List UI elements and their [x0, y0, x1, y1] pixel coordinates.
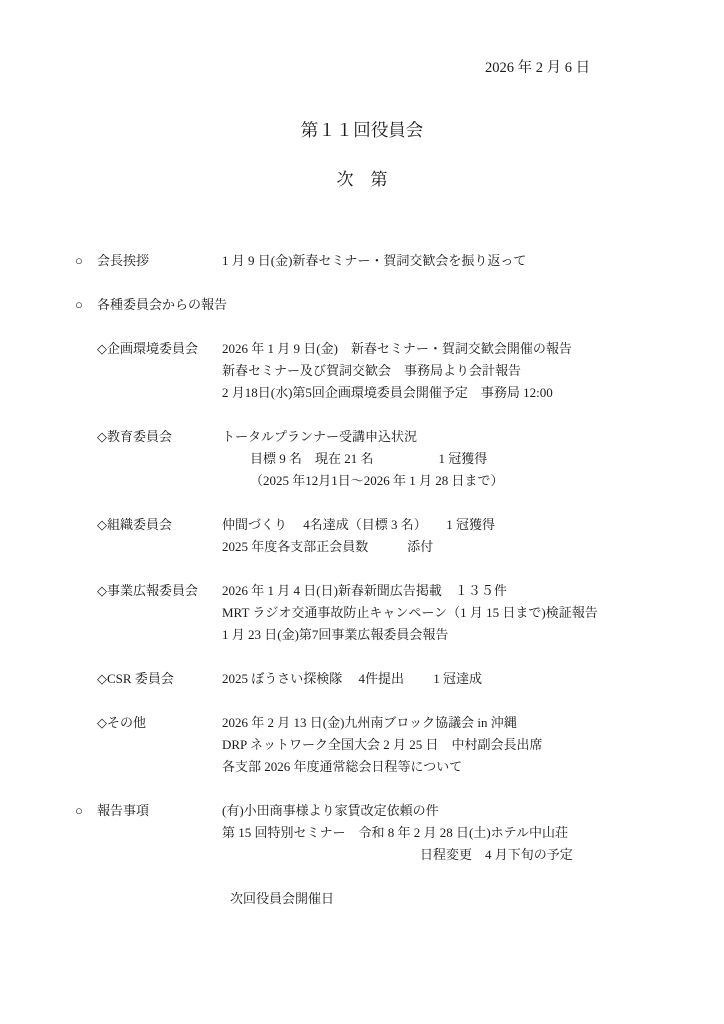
agenda-item-chairman-greeting	[0, 250, 724, 272]
agenda-item-committee-reports	[0, 294, 724, 316]
agenda-item-organization-committee	[0, 514, 724, 558]
agenda-item-lines	[222, 514, 724, 558]
agenda	[0, 250, 724, 910]
agenda-item-label	[97, 426, 222, 448]
agenda-item-lines	[222, 712, 724, 778]
agenda-line: 2 月18日(水)第5回企画環境委員会開催予定 事務局 12:00	[222, 385, 553, 400]
document-subtitle: 次 第	[336, 170, 388, 189]
agenda-line: 1 月 23 日(金)第7回事業広報委員会報告	[222, 627, 449, 642]
next-meeting-date-text: 次回役員会開催日	[230, 891, 335, 906]
agenda-line: 2026 年 1 月 9 日(金) 新春セミナー・賀詞交歓会開催の報告	[222, 341, 572, 356]
agenda-item-lines	[222, 668, 724, 690]
agenda-item-label	[97, 514, 222, 536]
committee-name: 企画環境委員会	[107, 341, 199, 356]
agenda-item-planning-environment-committee	[0, 338, 724, 404]
circle-marker: ○	[75, 253, 83, 268]
agenda-line: 2026 年 2 月 13 日(金)九州南ブロック協議会 in 沖縄	[222, 715, 517, 730]
agenda-line: (有)小田商事様より家賃改定依頼の件	[222, 803, 439, 818]
agenda-line: 各支部 2026 年度通常総会日程等について	[222, 759, 463, 774]
agenda-item-label	[97, 668, 222, 690]
agenda-line: 目標 9 名 現在 21 名 1 冠獲得	[250, 451, 488, 466]
agenda-item-label	[97, 338, 222, 360]
agenda-line: 新春セミナー及び賀詞交歓会 事務局より会計報告	[222, 363, 522, 378]
circle-marker: ○	[75, 803, 83, 818]
agenda-line: トータルプランナー受講申込状況	[222, 429, 418, 444]
agenda-item-lines	[222, 250, 724, 272]
agenda-item-lines	[222, 338, 724, 404]
document-title: 第１１回役員会	[300, 120, 424, 140]
agenda-item-lines	[222, 580, 724, 646]
next-meeting-date-line	[0, 888, 724, 910]
diamond-marker: ◇	[97, 429, 107, 444]
diamond-marker: ◇	[97, 517, 107, 532]
agenda-line: 1 月 9 日(金)新春セミナー・賀詞交歓会を振り返って	[222, 253, 527, 268]
diamond-marker: ◇	[97, 341, 107, 356]
agenda-item-label	[97, 580, 222, 602]
agenda-item-label	[97, 712, 222, 734]
circle-marker: ○	[75, 297, 83, 312]
agenda-item-label: 会長挨拶	[97, 253, 150, 268]
agenda-item-label: 報告事項	[97, 803, 150, 818]
diamond-marker: ◇	[97, 715, 107, 730]
agenda-line: MRT ラジオ交通事故防止キャンペーン（1 月 15 日まで)検証報告	[222, 605, 598, 620]
committee-name: 組織委員会	[107, 517, 173, 532]
agenda-item-lines	[222, 800, 724, 866]
agenda-line: 日程変更 4 月下旬の予定	[420, 847, 573, 862]
committee-name: 事業広報委員会	[107, 583, 199, 598]
committee-name: 教育委員会	[107, 429, 173, 444]
agenda-item-csr-committee	[0, 668, 724, 690]
diamond-marker: ◇	[97, 583, 107, 598]
agenda-item-label: 各種委員会からの報告	[97, 297, 228, 312]
committee-name: その他	[107, 715, 147, 730]
agenda-item-others	[0, 712, 724, 778]
diamond-marker: ◇	[97, 671, 107, 686]
agenda-line: DRP ネットワーク全国大会 2 月 25 日 中村副会長出席	[222, 737, 543, 752]
agenda-item-lines	[222, 426, 724, 492]
agenda-item-education-committee	[0, 426, 724, 492]
agenda-item-business-pr-committee	[0, 580, 724, 646]
agenda-line: 仲間づくり 4名達成（目標 3 名） 1 冠獲得	[222, 517, 496, 532]
agenda-line: 2026 年 1 月 4 日(日)新春新聞広告掲載 １３５件	[222, 583, 507, 598]
agenda-line: 2025 ぼうさい探検隊 4件提出 1 冠達成	[222, 671, 483, 686]
agenda-line: （2025 年12月1日～2026 年 1 月 28 日まで）	[250, 473, 504, 488]
agenda-item-report-matters	[0, 800, 724, 866]
document-date: 2026 年 2 月 6 日	[485, 60, 591, 76]
committee-name: CSR 委員会	[107, 671, 174, 686]
agenda-line: 2025 年度各支部正会員数 添付	[222, 539, 434, 554]
agenda-line: 第 15 回特別セミナー 令和 8 年 2 月 28 日(土)ホテル中山荘	[222, 825, 569, 840]
